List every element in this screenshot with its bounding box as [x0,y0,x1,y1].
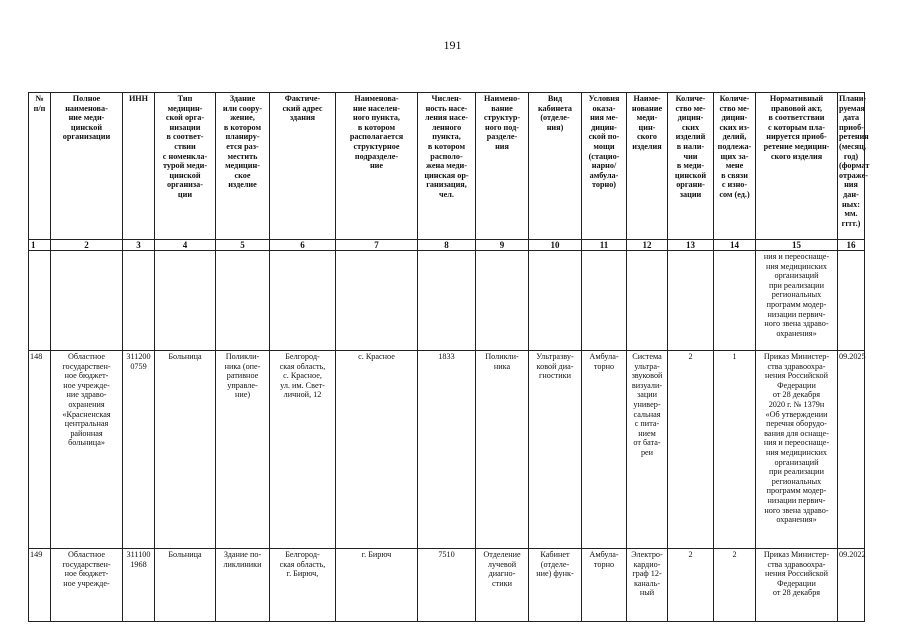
column-number: 4 [155,240,216,251]
column-number: 14 [714,240,756,251]
header-cell: № п/п [29,93,51,240]
building-cell: Поликли- ника (опе- ративное управле- ние) [216,351,270,549]
qty-have-cell: 2 [668,549,714,622]
column-number: 10 [529,240,582,251]
conditions-cell: Амбула- торно [582,351,627,549]
header-cell: Плани- руемая дата приоб- ретения (месяц, год) (формат отраже- ния дан- ных: мм. гггг.) [838,93,865,240]
header-cell: Здание или соору- жение, в котором планиру- ется раз- местить медицин- ское изделие [216,93,270,240]
row-number-cell: 149 [29,549,51,622]
address-cell: Белгород- ская область, г. Бирюч, [270,549,336,622]
column-number: 15 [756,240,838,251]
conditions-cell: Амбула- торно [582,549,627,622]
column-number: 2 [51,240,123,251]
organization-name-cell: Областное государствен- ное бюджет- ное учрежде- ние здраво- охранения «Красненская центральная районная больница» [51,351,123,549]
population-cell: 1833 [418,351,476,549]
organization-name-cell: Областное государствен- ное бюджет- ное учрежде- [51,549,123,622]
header-cell: Нормативный правовой акт, в соответствии с которым пла- нируется приоб- ретение медицин- ского изделия [756,93,838,240]
cabinet-cell: Ультразву- ковой диа- гностики [529,351,582,549]
column-number: 16 [838,240,865,251]
settlement-cell: г. Бирюч [336,549,418,622]
header-cell: Тип медицин- ской орга- низации в соответ- ствии с номенкла- турой меди- цинской организа- ции [155,93,216,240]
qty-replace-cell: 2 [714,549,756,622]
legal-act-cell: Приказ Министер- ства здравоохра- нения Российской Федерации от 28 декабря 2020 г. № 1379н «Об утверждении перечня оборудо- вания для оснаще- ния и переоснаще- ния медицинских организаций при реализации региональных программ модер- низации первич- ного звена здраво- охранения» [756,351,838,549]
column-number: 8 [418,240,476,251]
column-number: 5 [216,240,270,251]
header-cell: Вид кабинета (отделе- ния) [529,93,582,240]
equipment-table [28,92,870,622]
header-cell: Наиме- нование меди- цин- ского изделия [627,93,668,240]
division-cell: Поликли- ника [476,351,529,549]
header-cell: Наимено- вание структур- ного под- разделе- ния [476,93,529,240]
qty-have-cell: 2 [668,351,714,549]
header-cell: ИНН [123,93,155,240]
legal-act-cell: ния и переоснаще- ния медицинских организаций при реализации региональных программ модер- низации первич- ного звена здраво- охранения» [756,251,838,351]
column-number: 1 [29,240,51,251]
device-cell: Система ультра- звуковой визуали- зации универ- сальная с пита- нием от бата- реи [627,351,668,549]
table-row [29,351,865,549]
table-row [29,549,865,622]
header-cell: Фактиче- ский адрес здания [270,93,336,240]
device-cell: Электро- кардио- граф 12- каналь- ный [627,549,668,622]
column-number-row [29,240,865,251]
header-cell: Полное наименова- ние меди- цинской организации [51,93,123,240]
org-type-cell: Больница [155,549,216,622]
column-number: 7 [336,240,418,251]
qty-replace-cell: 1 [714,351,756,549]
building-cell: Здание по- ликлиники [216,549,270,622]
header-cell: Числен- ность насе- ления насе- ленного пункта, в котором располо- жена меди- цинская ор- ганизация, чел. [418,93,476,240]
header-cell: Количе- ство ме- дицин- ских из- делий, подлежа- щих за- мене в связи с изно- сом (ед.) [714,93,756,240]
cabinet-cell: Кабинет (отделе- ние) функ- [529,549,582,622]
address-cell: Белгород- ская область, с. Красное, ул. им. Свет- личной, 12 [270,351,336,549]
header-cell: Наименова- ние населен- ного пункта, в котором располагается структурное подразделе- ние [336,93,418,240]
org-type-cell: Больница [155,351,216,549]
legal-act-cell: Приказ Министер- ства здравоохра- нения Российской Федерации от 28 декабря [756,549,838,622]
column-number: 3 [123,240,155,251]
table-header-row [29,93,865,240]
population-cell: 7510 [418,549,476,622]
column-number: 11 [582,240,627,251]
column-number: 12 [627,240,668,251]
column-number: 6 [270,240,336,251]
column-number: 9 [476,240,529,251]
page-number: 191 [443,38,462,52]
division-cell: Отделение лучевой диагно- стики [476,549,529,622]
row-number-cell: 148 [29,351,51,549]
header-cell: Количе- ство ме- дицин- ских изделий в нали- чии в меди- цинской органи- зации [668,93,714,240]
column-number: 13 [668,240,714,251]
settlement-cell: с. Красное [336,351,418,549]
date-cell: 09.2025 [838,351,865,549]
inn-cell: 311100 1968 [123,549,155,622]
inn-cell: 311200 0759 [123,351,155,549]
date-cell: 09.2022 [838,549,865,622]
header-cell: Условия оказа- ния ме- дицин- ской по- мощи (стацио- нарно/ амбула- торно) [582,93,627,240]
table-row-continued [29,251,865,351]
